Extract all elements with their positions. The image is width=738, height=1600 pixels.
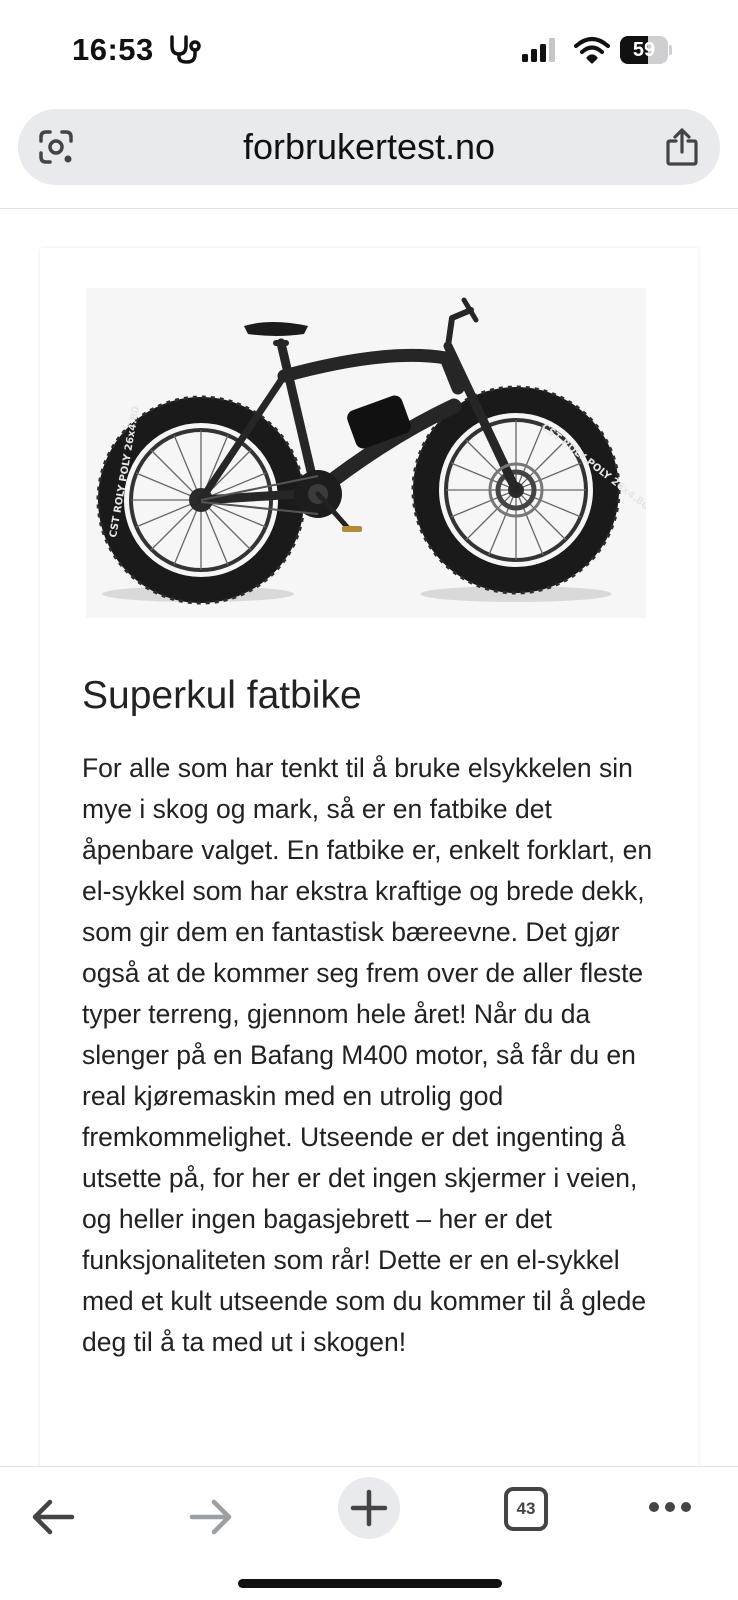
toolbar-divider [0,208,738,209]
stethoscope-icon [168,34,206,64]
bottom-toolbar [0,1466,738,1600]
status-bar [0,0,738,100]
address-bar[interactable] [18,109,720,185]
tab-count: 43 [516,1499,536,1518]
share-icon[interactable] [664,127,700,167]
battery-level: 59 [632,39,656,61]
status-time: 16:53 [72,32,154,67]
back-arrow-icon[interactable] [30,1497,76,1537]
home-indicator [238,1579,502,1588]
wifi-icon [574,36,610,64]
new-tab-button[interactable] [338,1477,400,1539]
article-title: Superkul fatbike [82,674,362,717]
cellular-signal-icon [522,38,560,62]
google-lens-icon[interactable] [38,129,74,165]
battery-indicator [620,36,672,64]
tab-switcher-button[interactable] [504,1487,548,1531]
bike-battery [345,393,413,450]
article-card [40,248,698,1468]
battery-cap [669,45,672,55]
url-text[interactable]: forbrukertest.no [242,126,496,167]
article-body: For alle som har tenkt til å bruke elsykkelen sin mye i skog og mark, så er en fatbike det åpenbare valget. En fatbike er, enkelt forklart, en el-sykkel som har ekstra kraftige og brede dekk, som gir dem en fantastisk bæreevne. Det gjør også at de kommer seg frem over de aller fleste typer terreng, gjennom hele året! Når du da slenger på en Bafang M400 motor, så får du en real kjøremaskin med en utrolig god fremkommelighet. Utseende er det ingenting å utsette på, for her er det ingen skjermer i veien, og heller ingen bagasjebrett – her er det funksjonaliteten som rår! Dette er en el-sykkel med et kult utseende som du kommer til å glede deg til å ta med ut i skogen! [82,753,653,1357]
more-dots-icon[interactable] [648,1497,692,1517]
product-image [86,288,646,618]
bike-seat [244,322,308,336]
plus-icon [338,1477,400,1539]
front-tire-text: CST ROLY POLY 26x4.80 [539,421,646,513]
fatbike-illustration [86,288,646,618]
rear-tire-text: CST ROLY POLY 26x4.80 [108,405,143,539]
forward-arrow-icon[interactable] [188,1497,234,1537]
